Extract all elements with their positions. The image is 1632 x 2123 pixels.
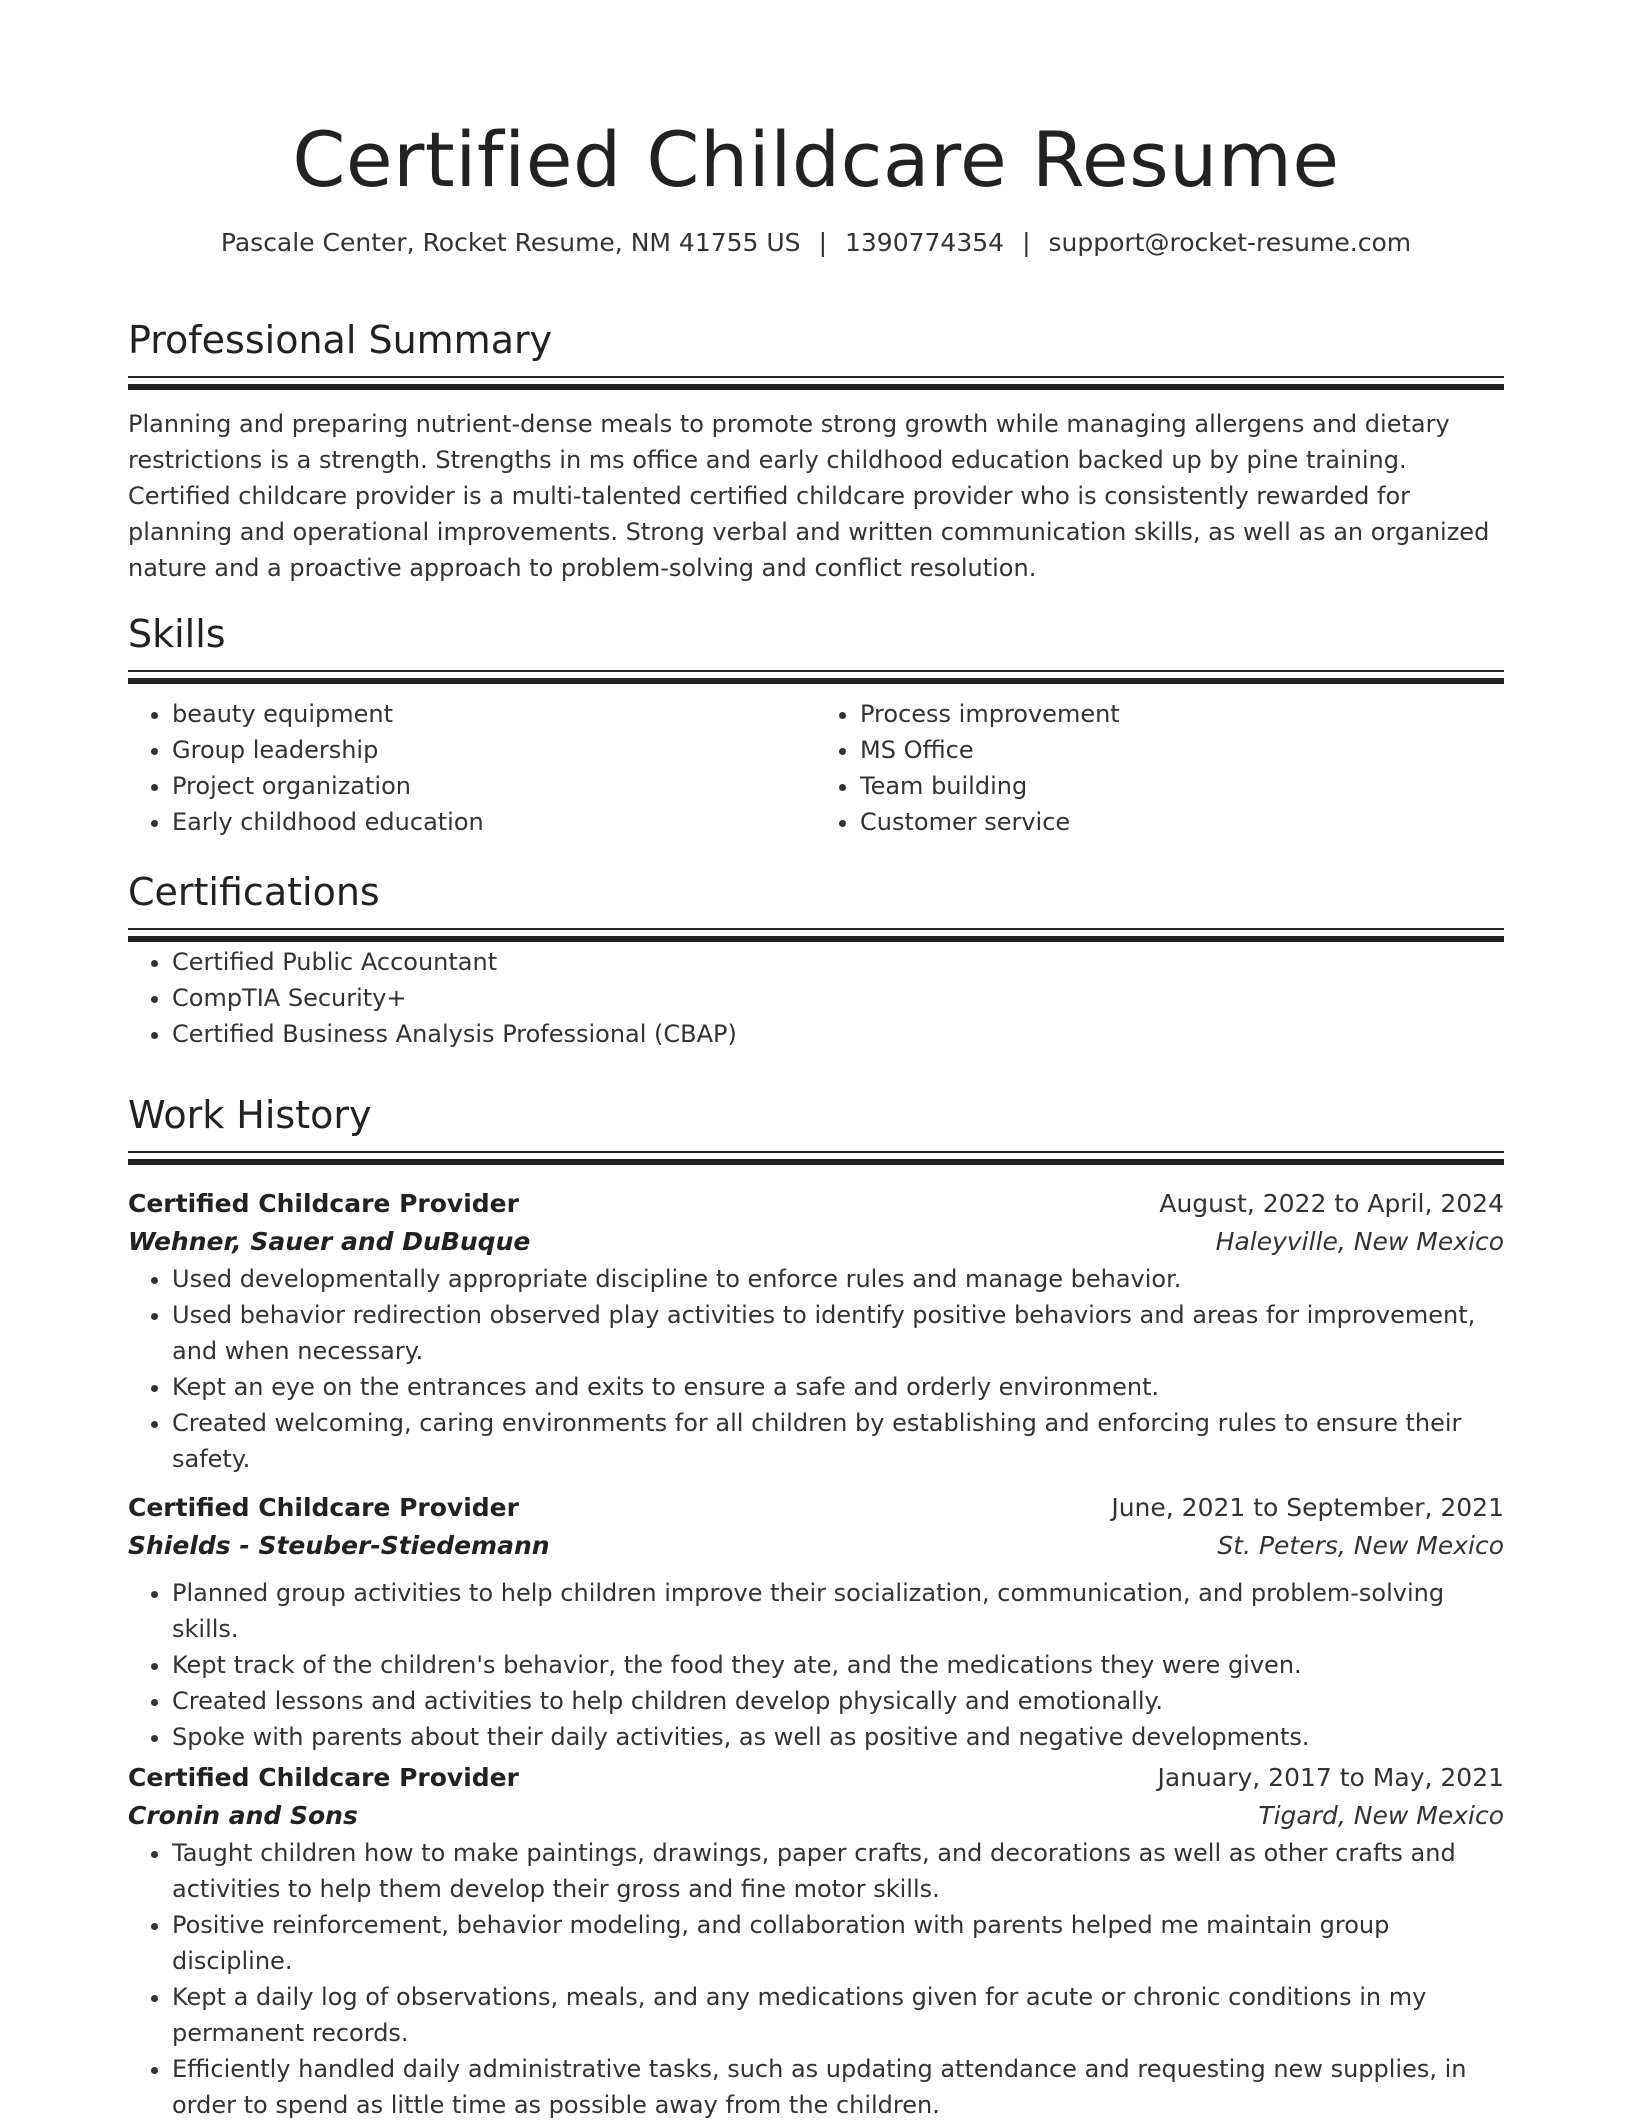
skill-item: • Team building <box>860 768 1504 804</box>
certification-item: • CompTIA Security+ <box>172 980 1504 1016</box>
skill-item: • Group leadership <box>172 732 816 768</box>
job-header-row <box>128 1489 1504 1527</box>
contact-phone: 1390774354 <box>845 227 1005 257</box>
job-title: Certified Childcare Provider <box>128 1493 519 1522</box>
work-history-section <box>128 1093 1504 1167</box>
certifications-heading: Certifications <box>128 870 380 914</box>
section-divider <box>128 1151 1504 1167</box>
skills-heading: Skills <box>128 612 226 656</box>
job-company-row <box>128 1527 1504 1565</box>
job-duty-item: • Taught children how to make paintings, drawings, paper crafts, and decorations as well as other crafts and activities to help them develop their gross and fine motor skills. <box>172 1835 1504 1907</box>
job-duty-item: • Kept an eye on the entrances and exits to ensure a safe and orderly environment. <box>172 1369 1504 1405</box>
job-duty-item: • Spoke with parents about their daily activities, as well as positive and negative developments. <box>172 1719 1504 1755</box>
job-duty-item: • Used developmentally appropriate discipline to enforce rules and manage behavior. <box>172 1261 1504 1297</box>
skill-item: • Process improvement <box>860 696 1504 732</box>
skills-section <box>128 612 1504 840</box>
job-location: Tigard, New Mexico <box>1258 1801 1504 1830</box>
job-duties-list <box>128 1835 1504 2123</box>
job-title: Certified Childcare Provider <box>128 1763 519 1792</box>
skills-columns <box>128 696 1504 840</box>
work-history-heading: Work History <box>128 1093 372 1137</box>
skills-list-right <box>816 696 1504 840</box>
certifications-section <box>128 870 1504 1052</box>
skill-item: • Project organization <box>172 768 816 804</box>
certification-item: • Certified Public Accountant <box>172 944 1504 980</box>
job-duties-list <box>128 1575 1504 1755</box>
job-duty-item: • Created welcoming, caring environments for all children by establishing and enforcing rules to ensure their safety. <box>172 1405 1504 1477</box>
job-header-row <box>128 1185 1504 1223</box>
job-company: Shields - Steuber-Stiedemann <box>128 1531 550 1560</box>
job-duty-item: • Planned group activities to help children improve their socialization, communication, and problem-solving skills. <box>172 1575 1504 1647</box>
certification-item: • Certified Business Analysis Professional (CBAP) <box>172 1016 1504 1052</box>
job-duty-item: • Kept track of the children's behavior, the food they ate, and the medications they were given. <box>172 1647 1504 1683</box>
job-entry <box>128 1759 1504 2123</box>
summary-heading: Professional Summary <box>128 318 553 362</box>
job-dates: January, 2017 to May, 2021 <box>1157 1763 1504 1792</box>
skill-item: • Customer service <box>860 804 1504 840</box>
job-duty-item: • Efficiently handled daily administrative tasks, such as updating attendance and requesting new supplies, in order to spend as little time as possible away from the children. <box>172 2051 1504 2123</box>
resume-page <box>128 0 1504 2119</box>
resume-title: Certified Childcare Resume <box>292 115 1340 204</box>
job-location: St. Peters, New Mexico <box>1217 1531 1504 1560</box>
contact-line <box>128 228 1504 258</box>
job-company-row <box>128 1223 1504 1261</box>
skill-item: • Early childhood education <box>172 804 816 840</box>
section-divider <box>128 670 1504 686</box>
job-company: Wehner, Sauer and DuBuque <box>128 1227 531 1256</box>
job-title: Certified Childcare Provider <box>128 1189 519 1218</box>
contact-email: support@rocket-resume.com <box>1048 227 1412 257</box>
job-duties-list <box>128 1261 1504 1477</box>
job-duty-item: • Positive reinforcement, behavior modeling, and collaboration with parents helped me maintain group discipline. <box>172 1907 1504 1979</box>
job-entry <box>128 1489 1504 1755</box>
job-company-row <box>128 1797 1504 1835</box>
job-entry <box>128 1185 1504 1477</box>
job-duty-item: • Kept a daily log of observations, meals, and any medications given for acute or chronic conditions in my permanent records. <box>172 1979 1504 2051</box>
contact-address: Pascale Center, Rocket Resume, NM 41755 US <box>220 227 801 257</box>
skill-item: • MS Office <box>860 732 1504 768</box>
skill-item: • beauty equipment <box>172 696 816 732</box>
job-dates: June, 2021 to September, 2021 <box>1111 1493 1504 1522</box>
job-duty-item: • Created lessons and activities to help children develop physically and emotionally. <box>172 1683 1504 1719</box>
job-company: Cronin and Sons <box>128 1801 358 1830</box>
summary-text: Planning and preparing nutrient-dense meals to promote strong growth while managing allergens and dietary restrictions is a strength. Strengths in ms office and early childhood education backed up by pine training. Certified childcare provider is a multi-talented certified childcare provider who is consistently rewarded for planning and operational improvements. Strong verbal and written communication skills, as well as an organized nature and a proactive approach to problem-solving and conflict resolution. <box>128 409 1490 582</box>
certifications-list <box>128 944 1504 1052</box>
job-duty-item: • Used behavior redirection observed play activities to identify positive behaviors and areas for improvement, and when necessary. <box>172 1297 1504 1369</box>
job-dates: August, 2022 to April, 2024 <box>1159 1189 1504 1218</box>
contact-separator: | <box>1022 227 1031 257</box>
job-location: Haleyville, New Mexico <box>1215 1227 1504 1256</box>
section-divider <box>128 928 1504 944</box>
skills-list-left <box>128 696 816 840</box>
summary-section <box>128 318 1504 586</box>
contact-separator: | <box>818 227 827 257</box>
section-divider <box>128 376 1504 392</box>
job-header-row <box>128 1759 1504 1797</box>
